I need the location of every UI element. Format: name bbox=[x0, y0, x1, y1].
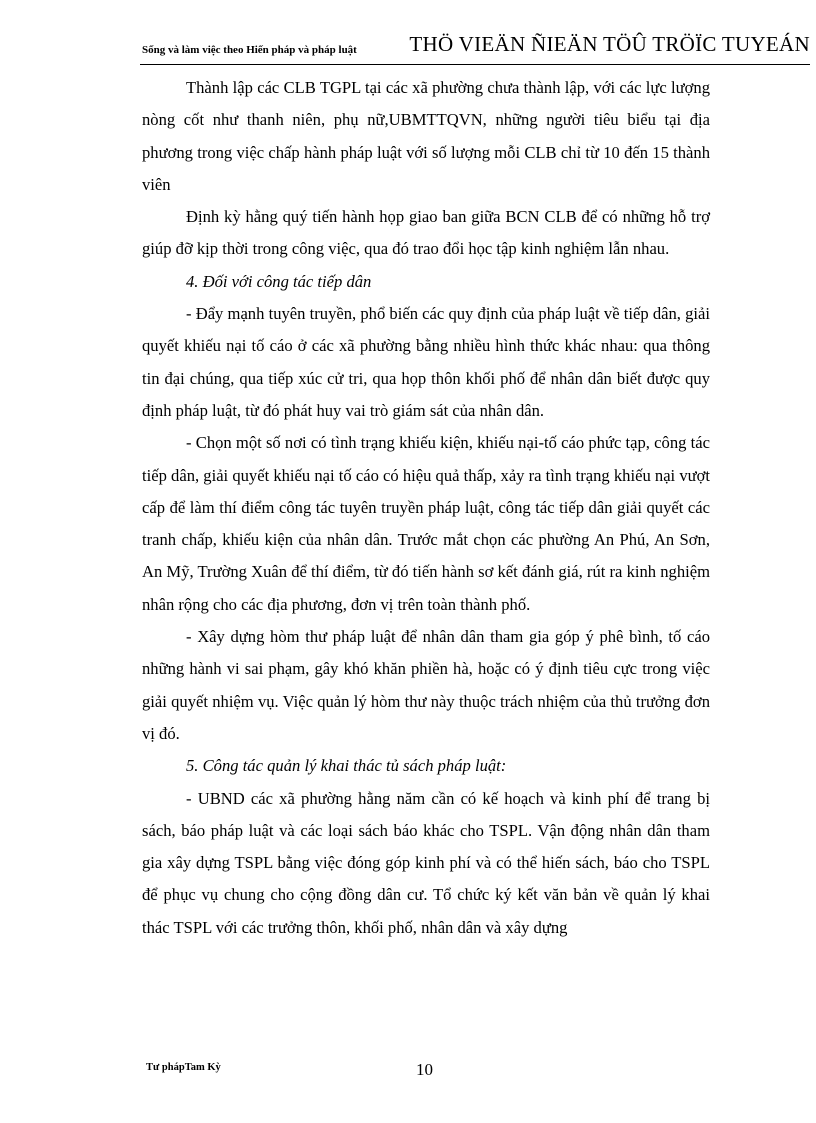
header-divider bbox=[140, 64, 810, 65]
running-header-title: Sống và làm việc theo Hiến pháp và pháp luật bbox=[142, 44, 357, 56]
paragraph: - UBND các xã phường hằng năm cần có kế hoạch và kinh phí để trang bị sách, báo pháp luật và các loại sách báo khác cho TSPL. Vận động nhân dân tham gia xây dựng TSPL bằng việc đóng góp kinh phí và có thể hiến sách, báo cho TSPL để phục vụ chung cho cộng đồng dân cư. Tổ chức ký kết văn bản về quản lý khai thác TSPL với các trưởng thôn, khối phố, nhân dân và xây dựng bbox=[142, 788, 710, 937]
paragraph: Định kỳ hằng quý tiến hành họp giao ban giữa BCN CLB để có những hỗ trợ giúp đỡ kịp thời trong công việc, qua đó trao đổi học tập kinh nghiệm lẫn nhau. bbox=[142, 207, 710, 259]
section-heading: 5. Công tác quản lý khai thác tủ sách pháp luật: bbox=[186, 756, 507, 776]
section-heading: 4. Đối với công tác tiếp dân bbox=[186, 271, 372, 291]
paragraph: - Xây dựng hòm thư pháp luật để nhân dân tham gia góp ý phê bình, tố cáo những hành vi sai phạm, gây khó khăn phiền hà, hoặc có ý định tiêu cực trong việc giải quyết nhiệm vụ. Việc quản lý hòm thư này thuộc trách nhiệm của thủ trưởng đơn vị đó. bbox=[142, 627, 710, 743]
paragraph: - Đẩy mạnh tuyên truyền, phổ biến các quy định của pháp luật về tiếp dân, giải quyết khiếu nại tố cáo ở các xã phường bằng nhiều hình thức khác nhau: qua thông tin đại chúng, qua tiếp xúc cử tri, qua họp thôn khối phố để nhân dân biết được quy định pháp luật, từ đó phát huy vai trò giám sát của nhân dân. bbox=[142, 304, 710, 420]
document-body bbox=[142, 72, 710, 944]
paragraph: Thành lập các CLB TGPL tại các xã phường chưa thành lập, với các lực lượng nòng cốt như thanh niên, phụ nữ,UBMTTQVN, những người tiêu biểu tại địa phương trong việc chấp hành pháp luật với số lượng mỗi CLB chỉ từ 10 đến 15 thành viên bbox=[142, 78, 710, 194]
footer-organization: Tư phápTam Kỳ bbox=[146, 1062, 221, 1073]
page-number: 10 bbox=[416, 1060, 433, 1079]
paragraph: - Chọn một số nơi có tình trạng khiếu kiện, khiếu nại-tố cáo phức tạp, công tác tiếp dân, giải quyết khiếu nại tố cáo có hiệu quả thấp, xảy ra tình trạng khiếu nại vượt cấp để làm thí điểm công tác tuyên truyền pháp luật, công tác tiếp dân giải quyết các tranh chấp, khiếu kiện của nhân dân. Trước mắt chọn các phường An Phú, An Sơn, An Mỹ, Trường Xuân để thí điểm, từ đó tiến hành sơ kết đánh giá, rút ra kinh nghiệm nhân rộng cho các địa phương, đơn vị trên toàn thành phố. bbox=[142, 433, 710, 614]
library-banner: THÖ VIEÄN ÑIEÄN TÖÛ TRÖÏC TUYEÁN bbox=[409, 32, 810, 56]
